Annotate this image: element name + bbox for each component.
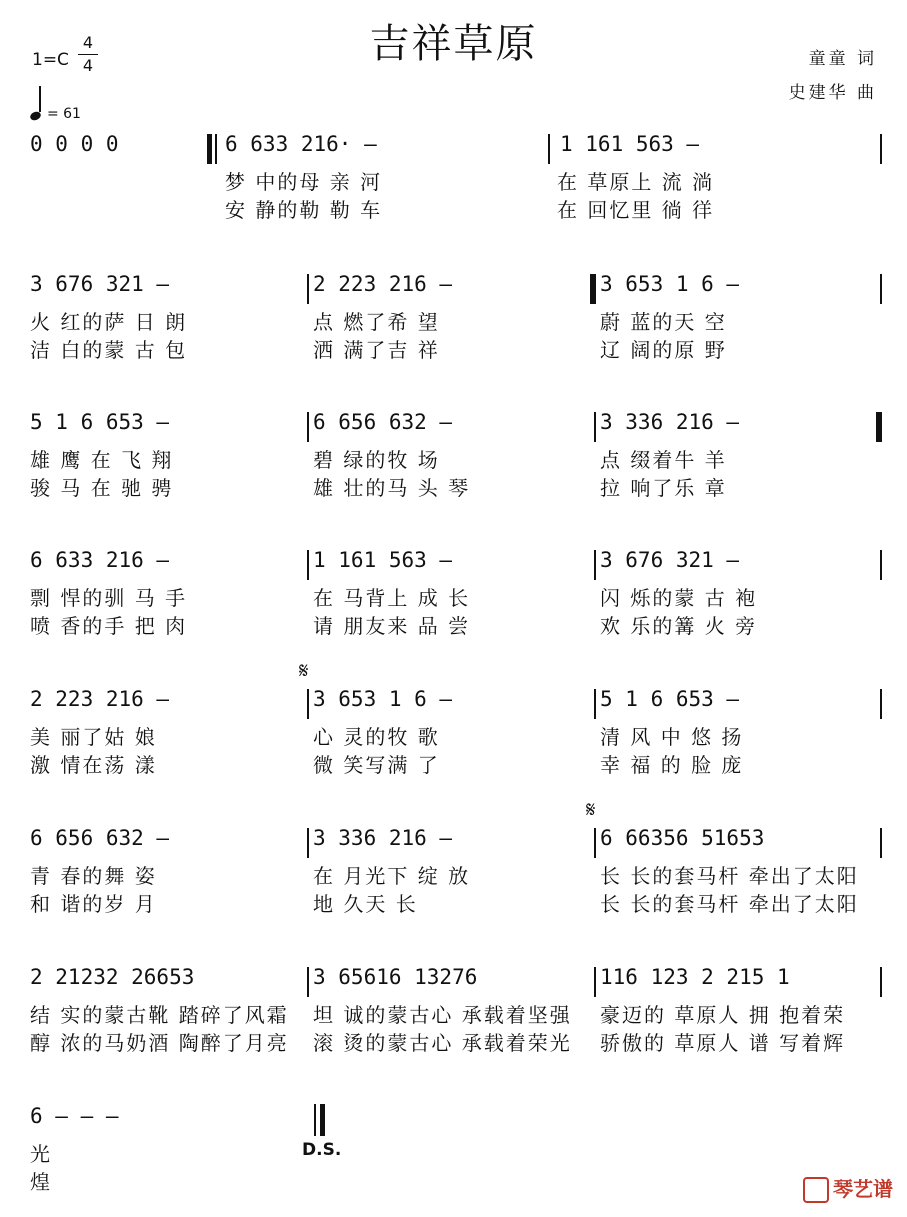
lyric-line: 结 实的蒙古靴 踏碎了风霜 bbox=[30, 1003, 289, 1027]
lyric-line: 地 久天 长 bbox=[313, 892, 418, 916]
notation-measure-group: 6 – – – bbox=[30, 1104, 119, 1128]
segno-sign: 𝄋 bbox=[299, 659, 309, 684]
lyric-line: 光 bbox=[30, 1142, 52, 1166]
notation-measure-group: 6 66356 51653 bbox=[600, 826, 765, 850]
notation-measure-group: 2 223 216 – bbox=[313, 272, 453, 296]
lyric-line: 清 风 中 悠 扬 bbox=[600, 725, 744, 749]
barline bbox=[880, 967, 882, 997]
lyric-line: 幸 福 的 脸 庞 bbox=[600, 753, 744, 777]
lyric-line: 豪迈的 草原人 拥 抱着荣 bbox=[600, 1003, 846, 1027]
lyric-line: 骏 马 在 驰 骋 bbox=[30, 476, 174, 500]
notation-measure-group: 116 123 2 215 1 bbox=[600, 965, 790, 989]
lyric-line: 滚 烫的蒙古心 承载着荣光 bbox=[313, 1031, 572, 1055]
barline bbox=[880, 828, 882, 858]
lyric-line: 点 燃了希 望 bbox=[313, 310, 440, 334]
lyric-line: 在 草原上 流 淌 bbox=[557, 170, 715, 194]
barline bbox=[594, 550, 596, 580]
tempo-value: = 61 bbox=[46, 106, 81, 122]
watermark-logo bbox=[803, 1173, 893, 1204]
lyric-line: 喷 香的手 把 肉 bbox=[30, 614, 188, 638]
notation-measure-group: 3 336 216 – bbox=[313, 826, 453, 850]
lyricist-credit: 童童 词 bbox=[808, 49, 877, 69]
lyric-line: 辽 阔的原 野 bbox=[600, 338, 727, 362]
notation-measure-group: 1 161 563 – bbox=[313, 548, 453, 572]
barline bbox=[307, 550, 309, 580]
notation-measure-group: 3 653 1 6 – bbox=[600, 272, 740, 296]
lyric-line: 雄 鹰 在 飞 翔 bbox=[30, 448, 174, 472]
notation-measure-group: 5 1 6 653 – bbox=[30, 410, 170, 434]
lyric-line: 美 丽了姑 娘 bbox=[30, 725, 157, 749]
lyric-line: 心 灵的牧 歌 bbox=[313, 725, 440, 749]
key-signature: 1=C bbox=[32, 50, 69, 70]
lyric-line: 洒 满了吉 祥 bbox=[313, 338, 440, 362]
lyric-line: 碧 绿的牧 场 bbox=[313, 448, 440, 472]
lyric-line: 在 月光下 绽 放 bbox=[313, 864, 471, 888]
barline bbox=[548, 134, 550, 164]
lyric-line: 梦 中的母 亲 河 bbox=[225, 170, 383, 194]
notation-measure-group: 2 223 216 – bbox=[30, 687, 170, 711]
notation-measure-group: 3 65616 13276 bbox=[313, 965, 478, 989]
bold-barline bbox=[876, 412, 881, 442]
time-signature bbox=[78, 33, 98, 76]
lyric-line: 闪 烁的蒙 古 袍 bbox=[600, 586, 758, 610]
lyric-line: 蔚 蓝的天 空 bbox=[600, 310, 727, 334]
barline bbox=[594, 967, 596, 997]
repeat-start-thin bbox=[215, 134, 217, 164]
note-stem bbox=[39, 86, 41, 112]
lyric-line: 长 长的套马杆 牵出了太阳 bbox=[600, 892, 859, 916]
barline bbox=[307, 412, 309, 442]
lyric-line: 微 笑写满 了 bbox=[313, 753, 440, 777]
lyric-line: 请 朋友来 品 尝 bbox=[313, 614, 471, 638]
lyric-line: 拉 响了乐 章 bbox=[600, 476, 727, 500]
bold-barline bbox=[590, 274, 595, 304]
notation-measure-group: 1 161 563 – bbox=[560, 132, 700, 156]
repeat-end-thin bbox=[314, 1104, 316, 1136]
notation-measure-group: 5 1 6 653 – bbox=[600, 687, 740, 711]
composer-credit: 史建华 曲 bbox=[788, 83, 877, 103]
lyric-line: 青 春的舞 姿 bbox=[30, 864, 157, 888]
lyric-line: 醇 浓的马奶酒 陶醉了月亮 bbox=[30, 1031, 289, 1055]
lyric-line: 剽 悍的驯 马 手 bbox=[30, 586, 188, 610]
dal-segno-mark: D.S. bbox=[302, 1140, 342, 1160]
meter-top: 4 bbox=[82, 33, 94, 52]
barline bbox=[880, 274, 882, 304]
lyric-line: 长 长的套马杆 牵出了太阳 bbox=[600, 864, 859, 888]
song-title: 吉祥草原 bbox=[369, 21, 538, 67]
barline bbox=[880, 134, 882, 164]
lyric-line: 煌 bbox=[30, 1170, 52, 1194]
lyric-line: 在 回忆里 徜 徉 bbox=[557, 198, 715, 222]
barline bbox=[594, 412, 596, 442]
segno-sign: 𝄋 bbox=[586, 798, 596, 823]
barline bbox=[307, 828, 309, 858]
barline bbox=[307, 967, 309, 997]
lyric-line: 雄 壮的马 头 琴 bbox=[313, 476, 471, 500]
repeat-start-bar bbox=[207, 134, 212, 164]
barline bbox=[307, 274, 309, 304]
lyric-line: 坦 诚的蒙古心 承载着坚强 bbox=[313, 1003, 572, 1027]
tempo-marking bbox=[30, 96, 81, 122]
lyric-line: 安 静的勒 勒 车 bbox=[225, 198, 383, 222]
notation-measure-group: 3 336 216 – bbox=[600, 410, 740, 434]
lyric-line: 骄傲的 草原人 谱 写着辉 bbox=[600, 1031, 846, 1055]
lyric-line: 点 缀着牛 羊 bbox=[600, 448, 727, 472]
barline bbox=[594, 689, 596, 719]
barline bbox=[880, 689, 882, 719]
logo-icon bbox=[803, 1177, 829, 1203]
notation-measure-group: 3 653 1 6 – bbox=[313, 687, 453, 711]
notation-measure-group: 6 656 632 – bbox=[313, 410, 453, 434]
notation-measure-group: 6 633 216· – bbox=[225, 132, 377, 156]
barline bbox=[307, 689, 309, 719]
barline bbox=[594, 828, 596, 858]
notation-measure-group: 3 676 321 – bbox=[30, 272, 170, 296]
notation-measure-group: 6 656 632 – bbox=[30, 826, 170, 850]
lyric-line: 火 红的萨 日 朗 bbox=[30, 310, 188, 334]
lyric-line: 和 谐的岁 月 bbox=[30, 892, 157, 916]
notation-measure-group: 0 0 0 0 bbox=[30, 132, 119, 156]
lyric-line: 欢 乐的篝 火 旁 bbox=[600, 614, 758, 638]
meter-bottom: 4 bbox=[82, 56, 94, 75]
notation-measure-group: 3 676 321 – bbox=[600, 548, 740, 572]
repeat-end-bar bbox=[320, 1104, 325, 1136]
lyric-line: 激 情在荡 漾 bbox=[30, 753, 157, 777]
watermark-text: 琴艺谱 bbox=[833, 1176, 893, 1201]
notation-measure-group: 6 633 216 – bbox=[30, 548, 170, 572]
lyric-line: 洁 白的蒙 古 包 bbox=[30, 338, 188, 362]
notation-measure-group: 2 21232 26653 bbox=[30, 965, 195, 989]
lyric-line: 在 马背上 成 长 bbox=[313, 586, 471, 610]
barline bbox=[880, 550, 882, 580]
meter-bar bbox=[78, 54, 98, 55]
